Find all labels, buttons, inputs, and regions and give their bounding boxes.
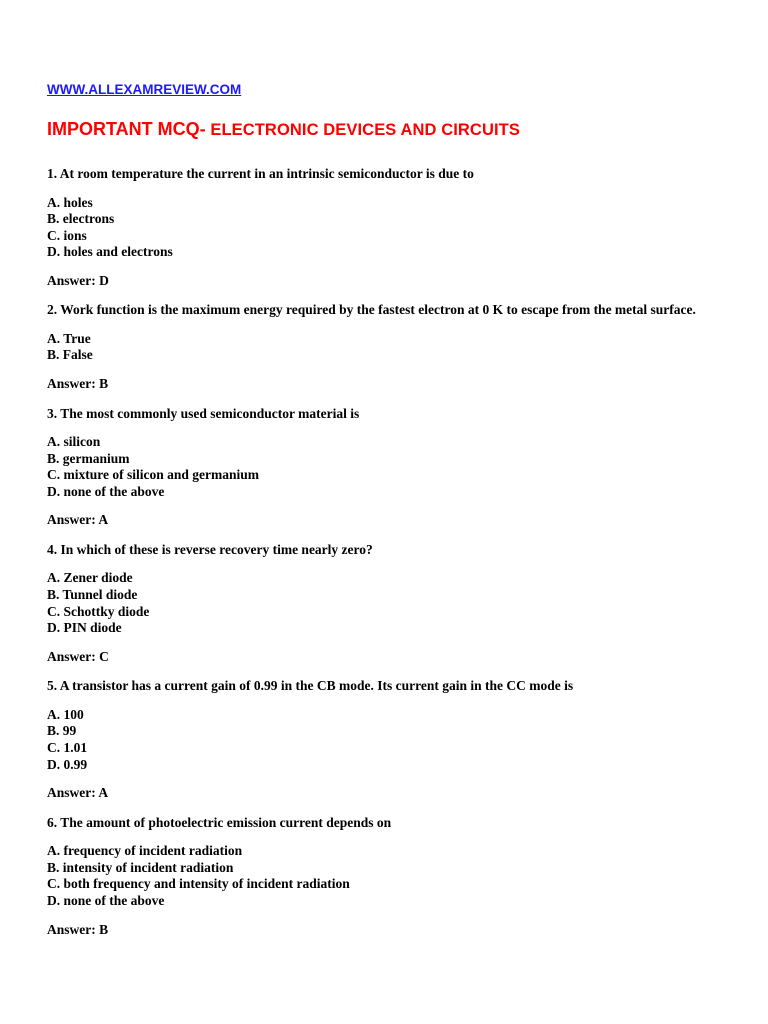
answer: Answer: A bbox=[47, 785, 109, 801]
options-list bbox=[47, 707, 727, 773]
options-list bbox=[47, 570, 727, 636]
answer: Answer: B bbox=[47, 376, 109, 392]
option-a: A. frequency of incident radiation bbox=[47, 843, 243, 859]
option-c: C. Schottky diode bbox=[47, 603, 150, 619]
document-page bbox=[47, 80, 727, 938]
option-b: B. 99 bbox=[47, 723, 77, 739]
option-b: B. False bbox=[47, 347, 93, 363]
question-text: 1. At room temperature the current in an intrinsic semiconductor is due to bbox=[47, 166, 474, 181]
option-d: D. PIN diode bbox=[47, 620, 122, 636]
option-b: B. Tunnel diode bbox=[47, 587, 138, 603]
option-b: B. germanium bbox=[47, 450, 130, 466]
options-list bbox=[47, 195, 727, 261]
option-d: D. none of the above bbox=[47, 483, 165, 499]
options-list bbox=[47, 843, 727, 909]
option-a: A. 100 bbox=[47, 706, 84, 722]
options-list bbox=[47, 331, 727, 364]
option-c: C. both frequency and intensity of incident radiation bbox=[47, 876, 350, 892]
question-text: 6. The amount of photoelectric emission current depends on bbox=[47, 814, 392, 830]
question-5 bbox=[47, 678, 727, 801]
option-c: C. 1.01 bbox=[47, 740, 88, 755]
option-a: A. Zener diode bbox=[47, 570, 133, 586]
page-title bbox=[47, 114, 727, 142]
title-main: IMPORTANT MCQ- bbox=[47, 119, 206, 139]
answer: Answer: A bbox=[47, 512, 109, 528]
question-1 bbox=[47, 166, 727, 289]
question-text: 2. Work function is the maximum energy required by the fastest electron at 0 K to escape from the metal surface. bbox=[47, 302, 696, 318]
option-c: C. mixture of silicon and germanium bbox=[47, 467, 259, 483]
options-list bbox=[47, 434, 727, 500]
question-2 bbox=[47, 302, 727, 392]
site-link[interactable]: WWW.ALLEXAMREVIEW.COM bbox=[47, 82, 242, 97]
question-6 bbox=[47, 815, 727, 938]
option-d: D. holes and electrons bbox=[47, 244, 173, 260]
option-a: A. True bbox=[47, 330, 91, 346]
question-4 bbox=[47, 542, 727, 665]
option-a: A. holes bbox=[47, 194, 93, 210]
title-sub: ELECTRONIC DEVICES AND CIRCUITS bbox=[205, 121, 520, 139]
option-b: B. electrons bbox=[47, 211, 115, 227]
answer: Answer: C bbox=[47, 648, 109, 664]
option-c: C. ions bbox=[47, 227, 87, 243]
question-text: 5. A transistor has a current gain of 0.99 in the CB mode. Its current gain in the CC mode is bbox=[47, 678, 574, 694]
option-d: D. none of the above bbox=[47, 892, 165, 908]
option-d: D. 0.99 bbox=[47, 756, 88, 772]
option-a: A. silicon bbox=[47, 434, 101, 450]
question-text: 4. In which of these is reverse recovery time nearly zero? bbox=[47, 541, 373, 557]
option-b: B. intensity of incident radiation bbox=[47, 859, 234, 875]
question-text: 3. The most commonly used semiconductor material is bbox=[47, 405, 360, 421]
answer: Answer: D bbox=[47, 272, 109, 288]
answer: Answer: B bbox=[47, 921, 109, 937]
question-3 bbox=[47, 406, 727, 529]
